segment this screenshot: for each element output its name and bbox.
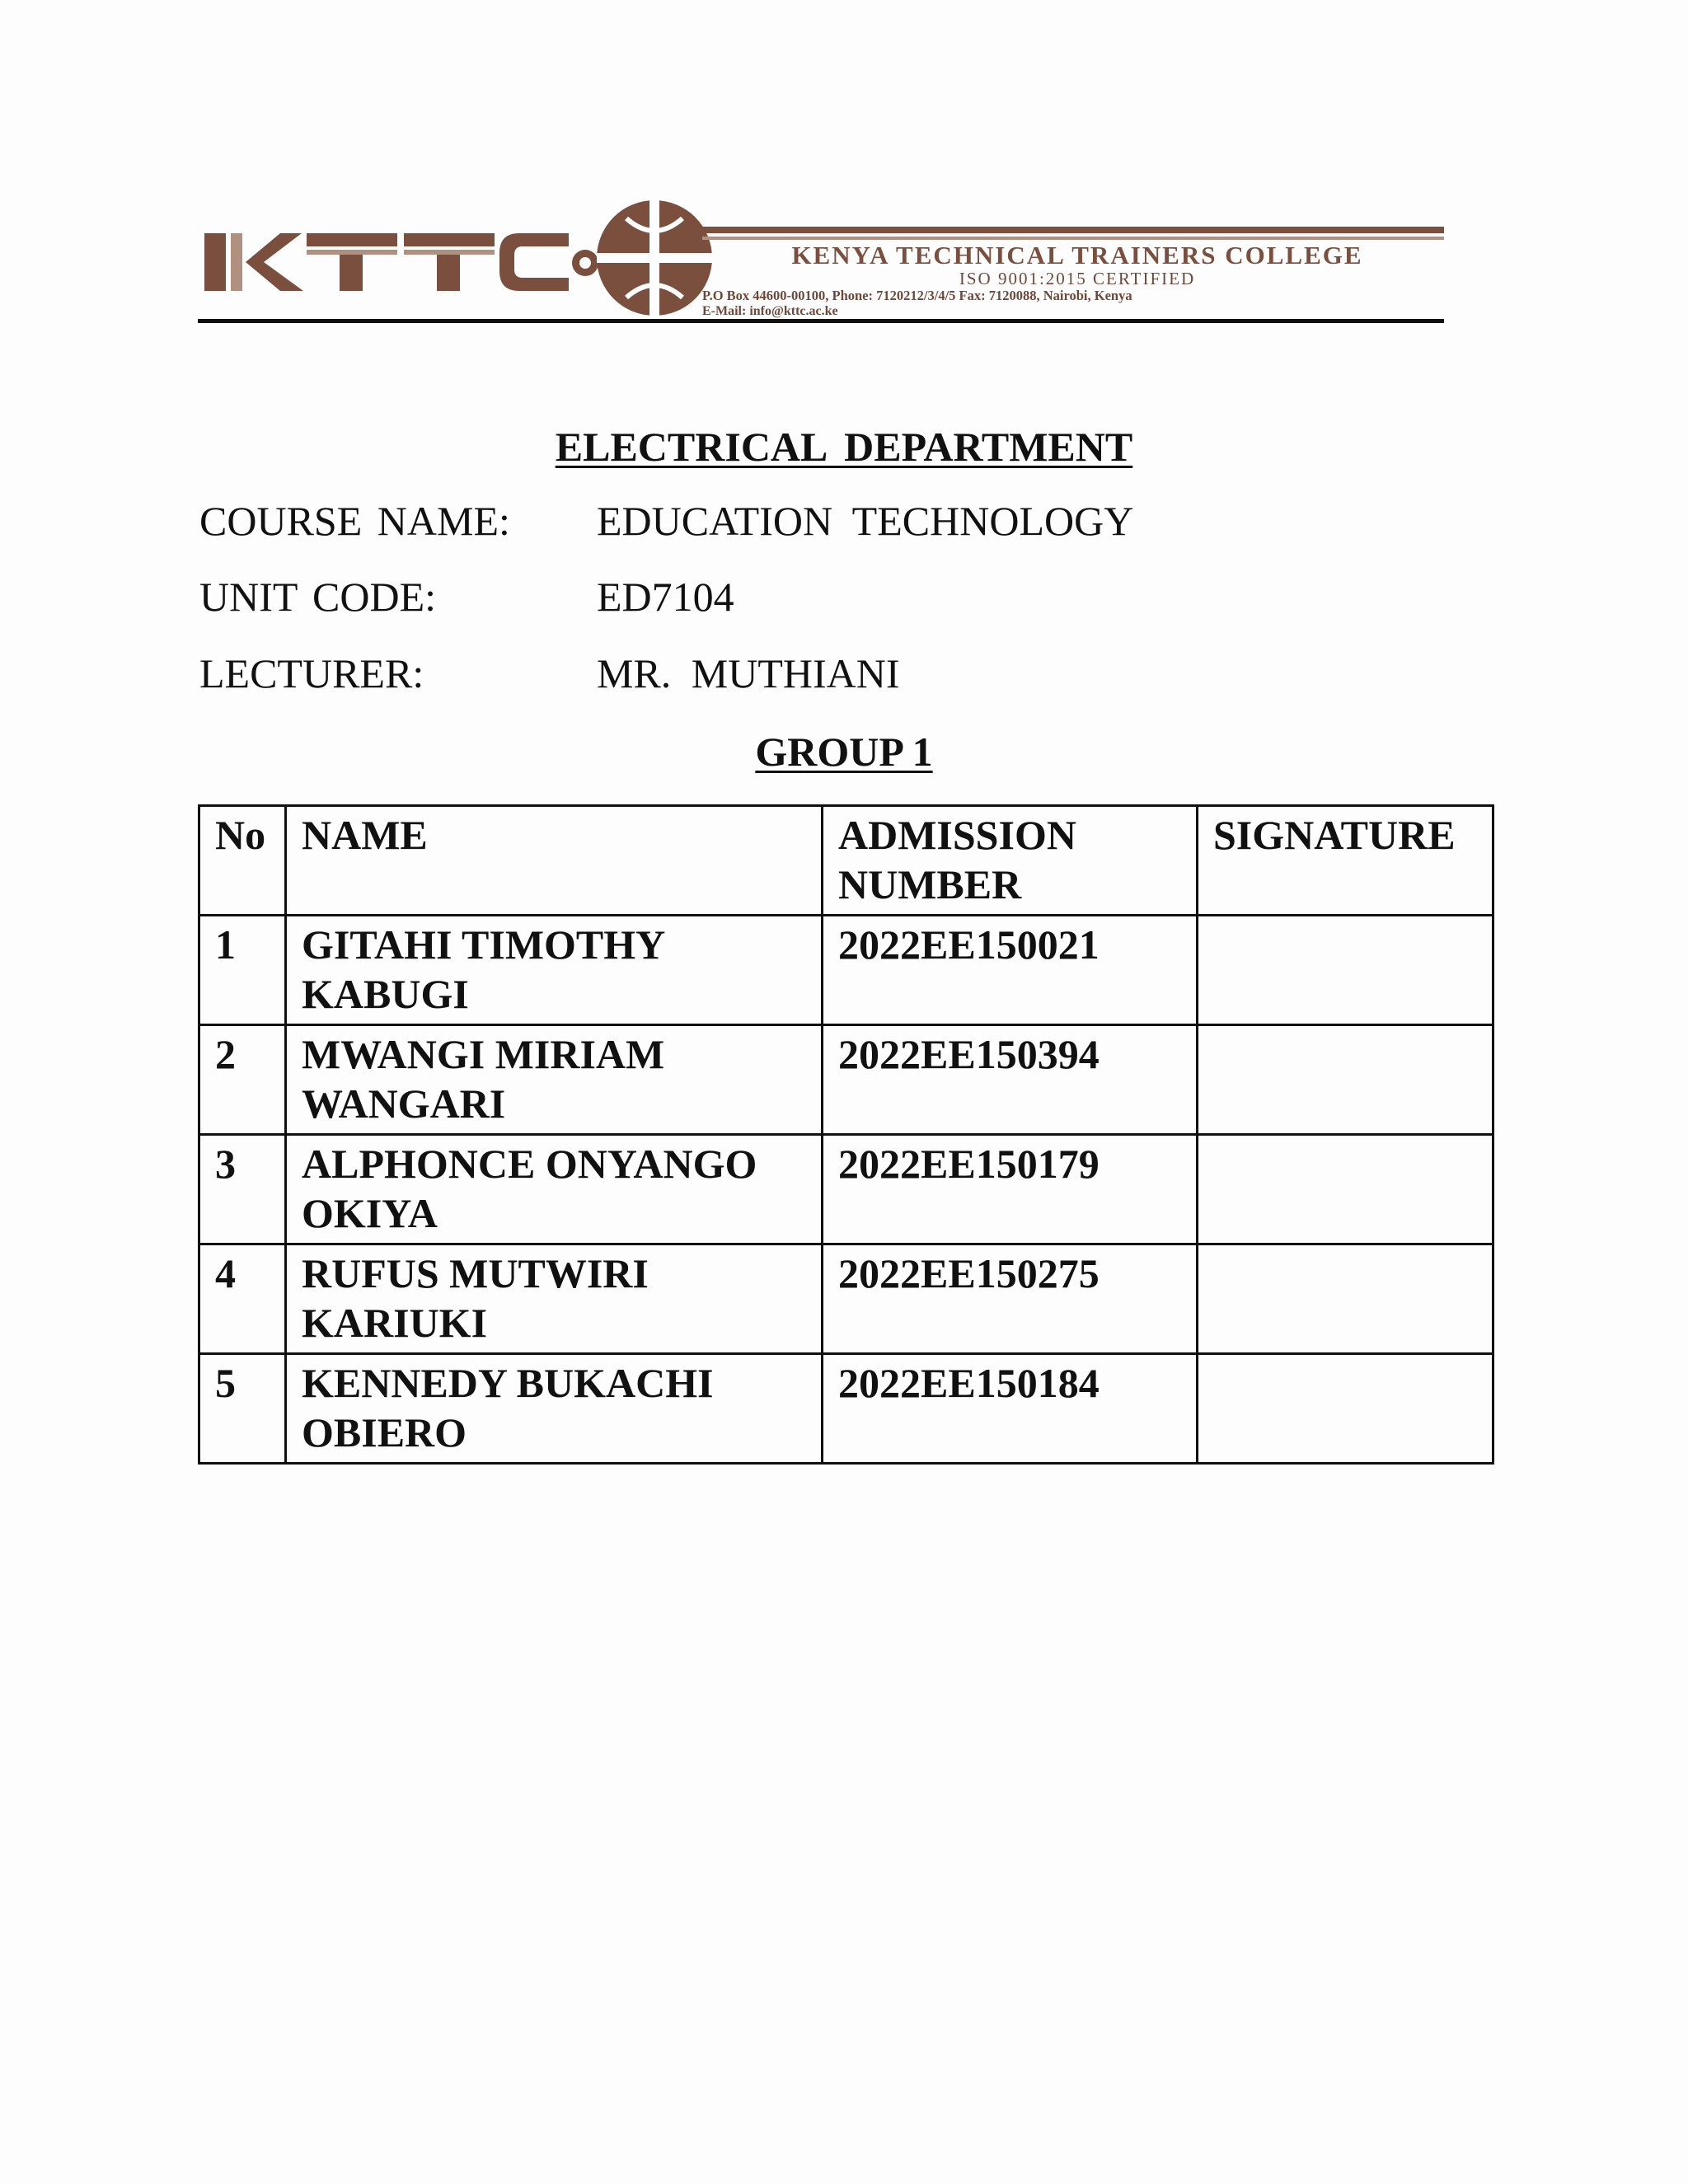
college-email: E-Mail: info@kttc.ac.ke	[702, 304, 838, 318]
signature-cell	[1198, 916, 1493, 1025]
member-name-line1: GITAHI TIMOTHY	[302, 921, 666, 968]
member-name-line2: KABUGI	[302, 971, 469, 1017]
admission-number: 2022EE150394	[823, 1025, 1198, 1135]
member-name	[286, 916, 823, 1025]
letterhead-divider	[198, 319, 1444, 323]
course-value: EDUCATION TECHNOLOGY	[597, 498, 1134, 544]
member-name-line1: KENNEDY BUKACHI	[302, 1360, 714, 1406]
signature-cell	[1198, 1354, 1493, 1464]
group-title: GROUP 1	[755, 729, 933, 775]
header-admission	[823, 806, 1198, 916]
table-row	[199, 916, 1493, 1025]
member-name	[286, 1025, 823, 1135]
letterhead	[198, 194, 1444, 326]
member-name-line1: ALPHONCE ONYANGO	[302, 1141, 757, 1187]
unit-code-value: ED7104	[597, 574, 734, 620]
row-number: 3	[199, 1135, 286, 1244]
admission-number: 2022EE150184	[823, 1354, 1198, 1464]
signature-cell	[1198, 1025, 1493, 1135]
lecturer-label: LECTURER:	[199, 650, 424, 696]
college-name: KENYA TECHNICAL TRAINERS COLLEGE	[791, 241, 1363, 269]
signature-cell	[1198, 1244, 1493, 1354]
header-admission-line2: NUMBER	[838, 861, 1022, 907]
row-number: 5	[199, 1354, 286, 1464]
admission-number: 2022EE150021	[823, 916, 1198, 1025]
row-number: 1	[199, 916, 286, 1025]
unit-code-label: UNIT CODE:	[199, 574, 437, 620]
header-no: No	[199, 806, 286, 916]
table-row	[199, 1135, 1493, 1244]
table-header-row	[199, 806, 1493, 916]
member-name-line1: RUFUS MUTWIRI	[302, 1250, 649, 1296]
table-row	[199, 1244, 1493, 1354]
member-name-line2: WANGARI	[302, 1080, 506, 1127]
members-table	[198, 804, 1494, 1465]
header-name: NAME	[286, 806, 823, 916]
certification-text: ISO 9001:2015 CERTIFIED	[959, 269, 1196, 288]
college-address: P.O Box 44600-00100, Phone: 7120212/3/4/5 Fax: 7120088, Nairobi, Kenya	[702, 288, 1132, 303]
table-row	[199, 1354, 1493, 1464]
department-title: ELECTRICAL DEPARTMENT	[555, 424, 1133, 470]
signature-cell	[1198, 1135, 1493, 1244]
member-name-line2: OBIERO	[302, 1409, 467, 1455]
member-name-line2: KARIUKI	[302, 1300, 488, 1346]
member-name	[286, 1354, 823, 1464]
admission-number: 2022EE150275	[823, 1244, 1198, 1354]
header-admission-line1: ADMISSION	[838, 812, 1076, 858]
member-name-line2: OKIYA	[302, 1190, 438, 1236]
table-row	[199, 1025, 1493, 1135]
admission-number: 2022EE150179	[823, 1135, 1198, 1244]
member-name	[286, 1244, 823, 1354]
lecturer-value: MR. MUTHIANI	[597, 650, 900, 696]
course-label: COURSE NAME:	[199, 498, 510, 544]
row-number: 2	[199, 1025, 286, 1135]
member-name-line1: MWANGI MIRIAM	[302, 1031, 665, 1077]
row-number: 4	[199, 1244, 286, 1354]
header-signature: SIGNATURE	[1198, 806, 1493, 916]
member-name	[286, 1135, 823, 1244]
